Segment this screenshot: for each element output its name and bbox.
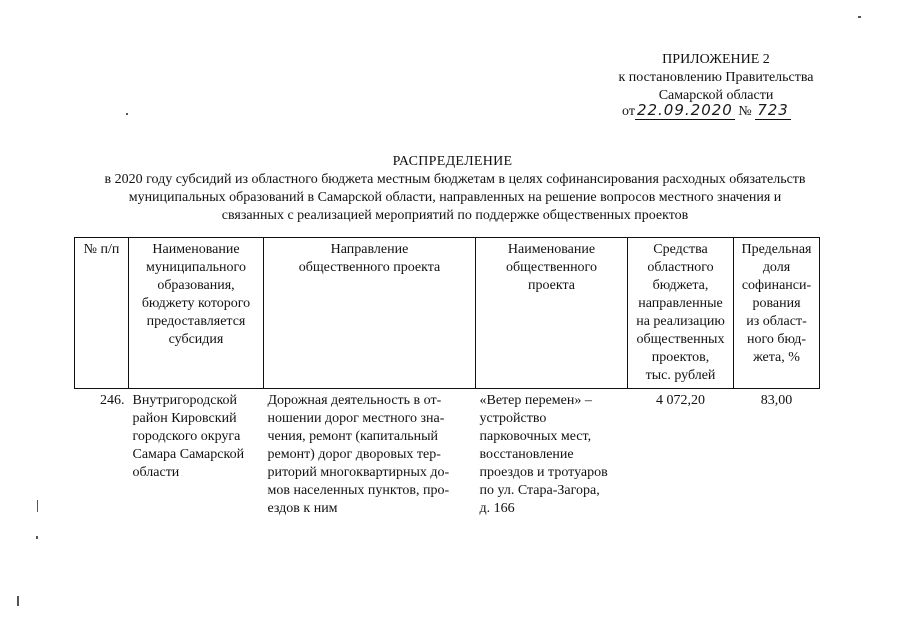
scan-mark [17, 596, 19, 606]
appendix-line-2: Самарской области [658, 88, 774, 103]
date-prefix: от [622, 104, 635, 119]
distribution-table [74, 237, 820, 521]
scan-mark [37, 500, 38, 512]
scan-mark [126, 113, 128, 115]
handwritten-date: 22.09.2020 [636, 101, 733, 119]
table-row [75, 389, 820, 522]
appendix-line-1: к постановлению Правительства [618, 70, 814, 85]
header-municipality: Наименование муниципального образования, бюджету которого предоставляется субсидия [129, 238, 264, 389]
appendix-block [560, 51, 872, 105]
subtitle-line: в 2020 году субсидий из областного бюджета местным бюджетам в целях софинансирования расходных обязательств [104, 172, 806, 187]
cell-municipality: Внутригородской район Кировский городского округа Самара Самарской области [132, 393, 245, 480]
cell-direction: Дорожная деятельность в от- ношении дорог местного зна- чения, ремонт (капитальный ремонт) дорог дворовых тер- риторий многоквартирных до- мов населенных пунктов, про- ездов к ним [267, 393, 450, 516]
scan-mark [36, 536, 38, 539]
document-title: РАСПРЕДЕЛЕНИЕ [392, 154, 513, 169]
cell-funds: 4 072,20 [656, 393, 705, 408]
scan-mark [858, 16, 861, 18]
cell-number: 246. [100, 393, 125, 408]
header-funds: Средства областного бюджета, направленные на реализацию общественных проектов, тыс. рублей [628, 238, 734, 389]
header-direction: Направление общественного проекта [264, 238, 476, 389]
header-project: Наименование общественного проекта [476, 238, 628, 389]
appendix-title: ПРИЛОЖЕНИЕ 2 [662, 52, 770, 67]
header-number: № п/п [75, 238, 129, 389]
cell-share: 83,00 [760, 393, 793, 408]
subtitle-line: связанных с реализацией мероприятий по поддержке общественных проектов [221, 208, 689, 223]
cell-project: «Ветер перемен» – устройство парковочных мест, восстановление проездов и тротуаров по ул. Стара-Загора, д. 166 [479, 393, 608, 516]
header-share: Предельная доля софинанси- рования из област- ного бюд- жета, % [734, 238, 820, 389]
table-header-row [75, 238, 820, 389]
handwritten-number: 723 [757, 101, 789, 119]
subtitle-line: муниципальных образований в Самарской области, направленных на решение вопросов местного значения и [128, 190, 782, 205]
document-subtitle [70, 171, 840, 225]
approval-line [622, 101, 791, 121]
number-prefix: № [738, 104, 752, 119]
